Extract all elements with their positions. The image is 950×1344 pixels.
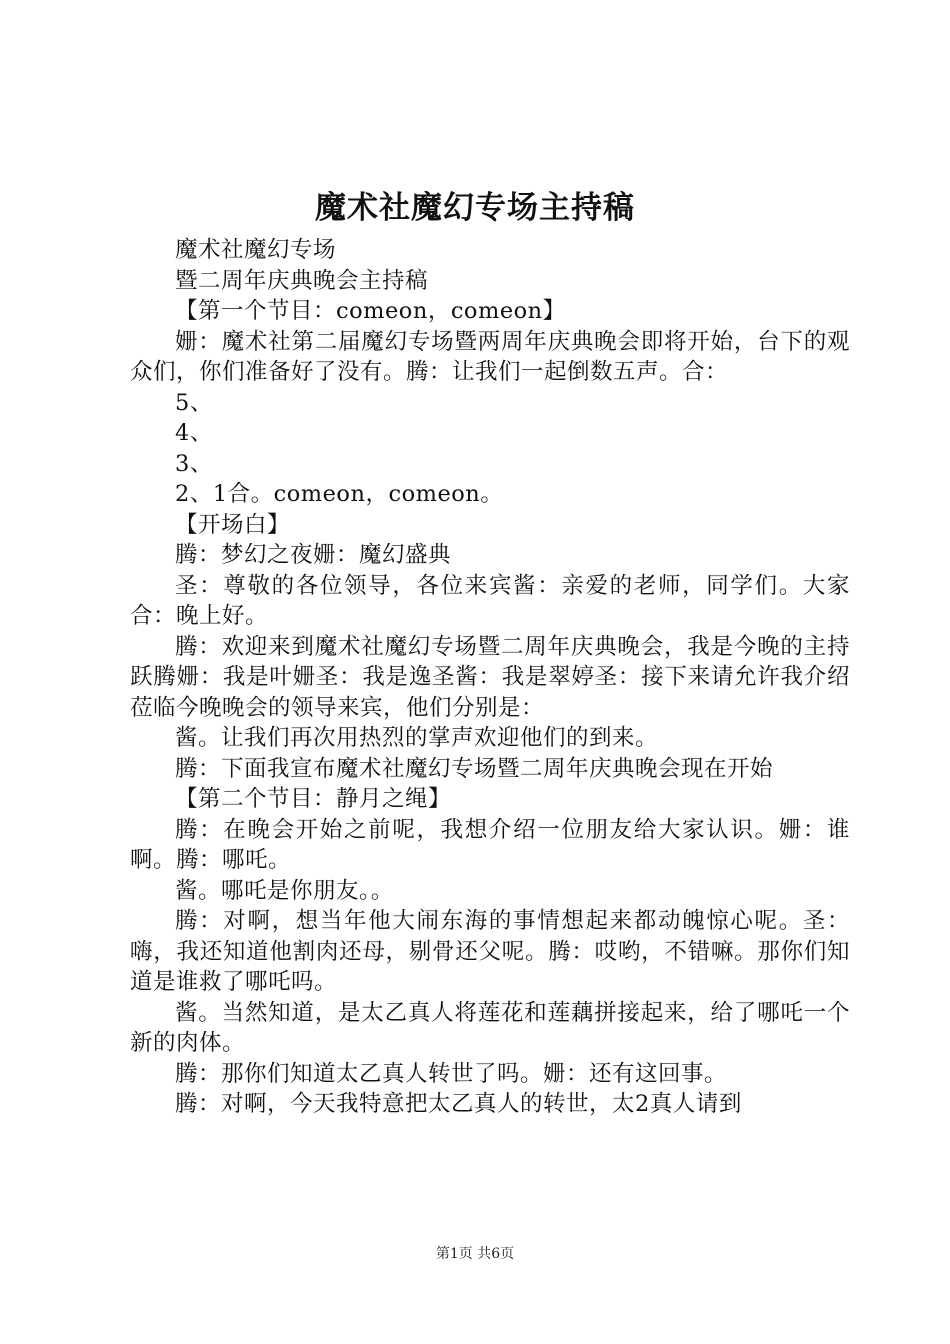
section-heading: 【第二个节目：静月之绳】 bbox=[175, 786, 452, 812]
paragraph: 酱。让我们再次用热烈的掌声欢迎他们的到来。 bbox=[175, 725, 659, 751]
document-title: 魔术社魔幻专场主持稿 bbox=[315, 190, 635, 226]
document-body bbox=[130, 235, 850, 1120]
paragraph: 腾：下面我宣布魔术社魔幻专场暨二周年庆典晚会现在开始 bbox=[175, 755, 774, 782]
paragraph: 腾：梦幻之夜姗：魔幻盛典 bbox=[175, 542, 452, 568]
section-heading: 【第一个节目：comeon，comeon】 bbox=[175, 298, 566, 324]
paragraph: 魔术社魔幻专场 bbox=[175, 237, 337, 263]
paragraph: 姗：魔术社第二届魔幻专场暨两周年庆典晚会即将开始，台下的观众们，你们准备好了没有。腾：让我们一起倒数五声。合： bbox=[130, 328, 850, 385]
paragraph: 5、 bbox=[175, 389, 213, 416]
section-heading: 【开场白】 bbox=[175, 511, 291, 538]
paragraph: 3、 bbox=[175, 450, 213, 477]
page-number-footer: 第1页 共6页 bbox=[435, 1246, 515, 1262]
paragraph: 4、 bbox=[175, 420, 213, 446]
paragraph: 圣：尊敬的各位领导，各位来宾酱：亲爱的老师，同学们。大家合：晚上好。 bbox=[130, 572, 850, 629]
paragraph: 酱。当然知道，是太乙真人将莲花和莲藕拼接起来，给了哪吒一个新的肉体。 bbox=[130, 999, 850, 1056]
paragraph: 暨二周年庆典晚会主持稿 bbox=[175, 267, 429, 294]
paragraph: 腾：那你们知道太乙真人转世了吗。姗：还有这回事。 bbox=[175, 1060, 728, 1087]
paragraph: 腾：对啊，今天我特意把太乙真人的转世，太2真人请到 bbox=[175, 1091, 742, 1117]
paragraph: 2、1合。comeon，comeon。 bbox=[175, 481, 504, 507]
paragraph: 腾：欢迎来到魔术社魔幻专场暨二周年庆典晚会，我是今晚的主持跃腾姗：我是叶姗圣：我是逸圣酱：我是翠婷圣：接下来请允许我介绍莅临今晚晚会的领导来宾，他们分别是： bbox=[130, 633, 850, 721]
paragraph: 酱。哪吒是你朋友。。 bbox=[175, 877, 394, 904]
paragraph: 腾：在晚会开始之前呢，我想介绍一位朋友给大家认识。姗：谁啊。腾：哪吒。 bbox=[130, 816, 850, 873]
paragraph: 腾：对啊，想当年他大闹东海的事情想起来都动魄惊心呢。圣：嗨，我还知道他割肉还母，剔骨还父呢。腾：哎哟，不错嘛。那你们知道是谁救了哪吒吗。 bbox=[130, 908, 850, 995]
